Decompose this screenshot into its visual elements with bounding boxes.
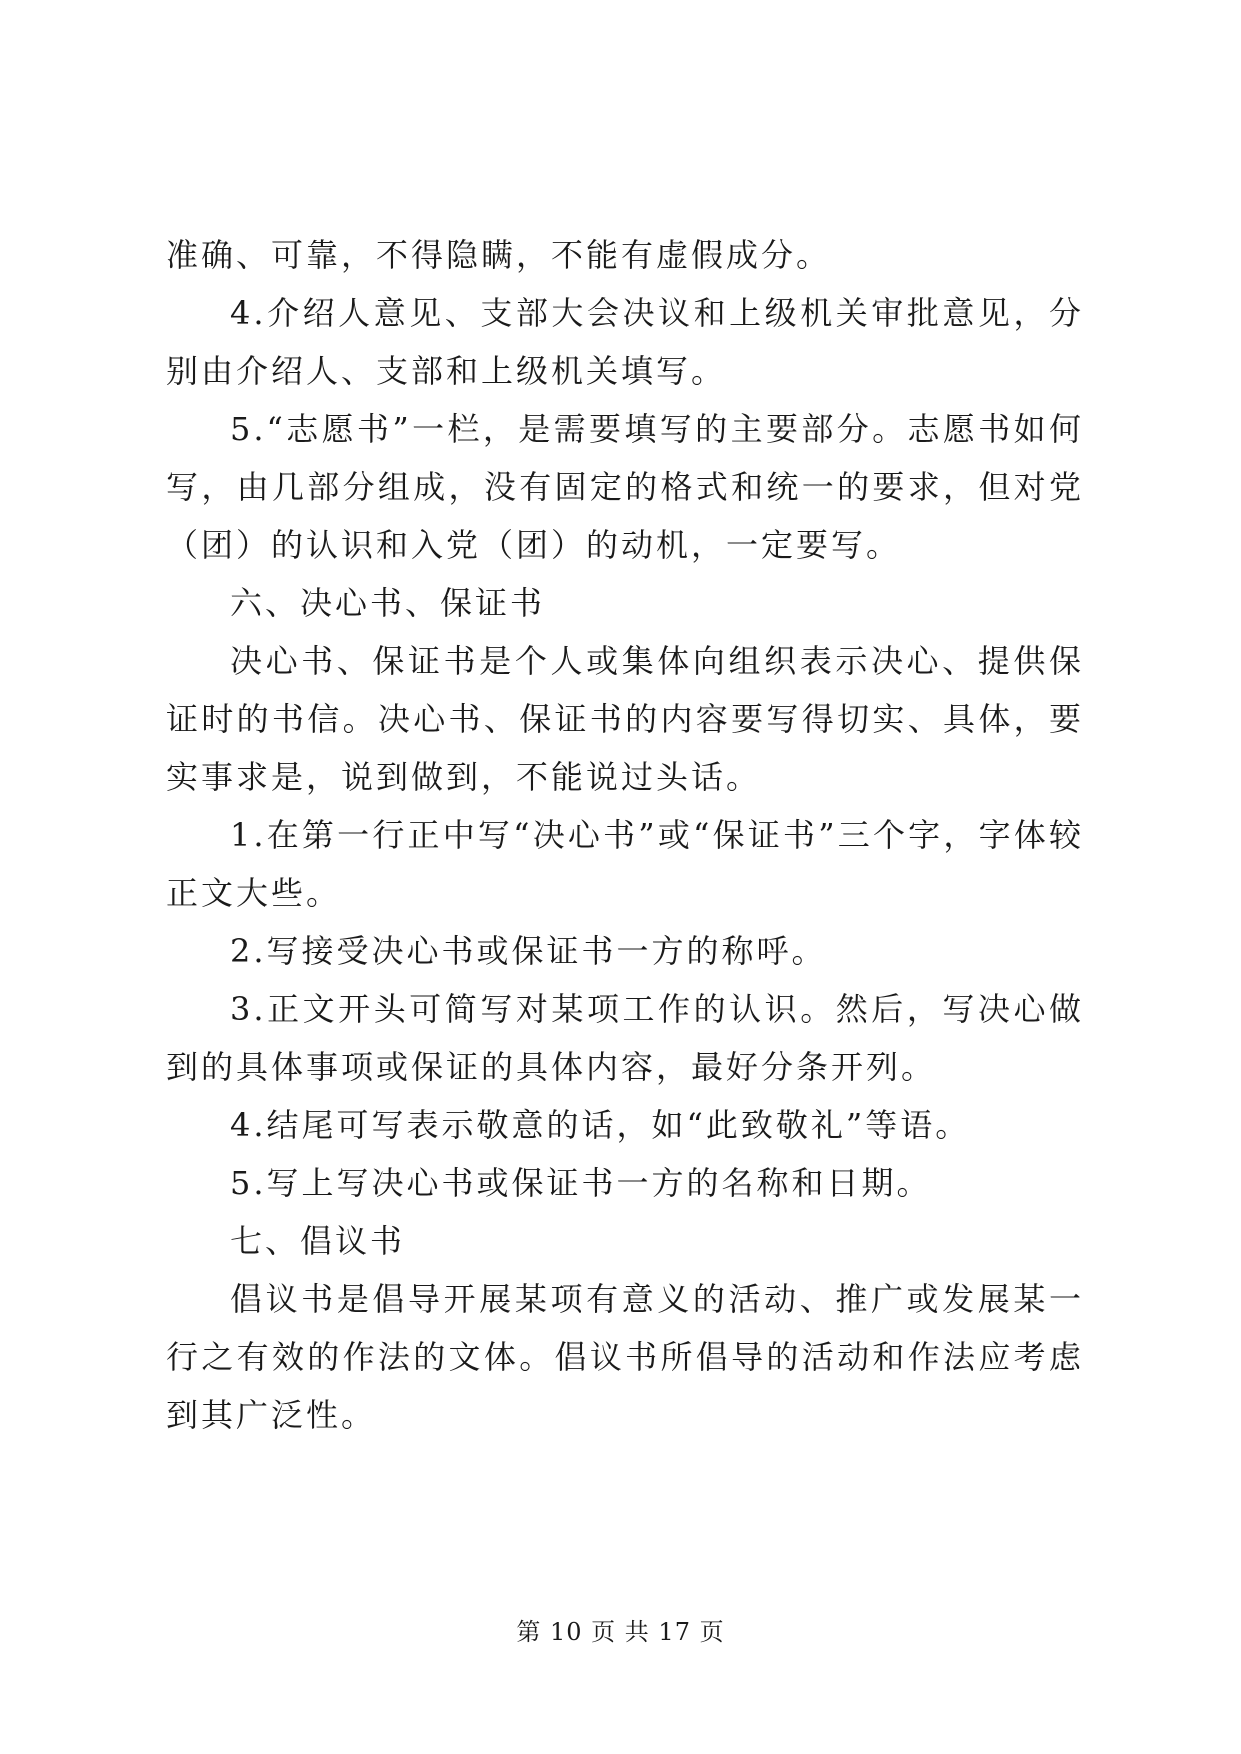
paragraph: 5.“志愿书”一栏，是需要填写的主要部分。志愿书如何写，由几部分组成，没有固定的格式和统一的要求，但对党（团）的认识和入党（团）的动机，一定要写。 bbox=[166, 410, 1084, 564]
paragraph: 5.写上写决心书或保证书一方的名称和日期。 bbox=[230, 1164, 932, 1202]
paragraph: 1.在第一行正中写“决心书”或“保证书”三个字，字体较正文大些。 bbox=[166, 816, 1084, 912]
paragraph: 3.正文开头可简写对某项工作的认识。然后，写决心做到的具体事项或保证的具体内容，最好分条开列。 bbox=[166, 990, 1084, 1086]
section-heading: 六、决心书、保证书 bbox=[230, 584, 546, 622]
paragraph: 准确、可靠，不得隐瞒，不能有虚假成分。 bbox=[166, 236, 832, 274]
paragraph: 决心书、保证书是个人或集体向组织表示决心、提供保证时的书信。决心书、保证书的内容要写得切实、具体，要实事求是，说到做到，不能说过头话。 bbox=[166, 642, 1084, 796]
paragraph: 4.介绍人意见、支部大会决议和上级机关审批意见，分别由介绍人、支部和上级机关填写。 bbox=[166, 294, 1084, 390]
paragraph: 倡议书是倡导开展某项有意义的活动、推广或发展某一行之有效的作法的文体。倡议书所倡导的活动和作法应考虑到其广泛性。 bbox=[166, 1280, 1084, 1434]
paragraph: 4.结尾可写表示敬意的话，如“此致敬礼”等语。 bbox=[230, 1106, 971, 1144]
page-footer: 第 10 页 共 17 页 bbox=[516, 1618, 725, 1646]
paragraph: 2.写接受决心书或保证书一方的称呼。 bbox=[230, 932, 827, 970]
section-heading: 七、倡议书 bbox=[230, 1222, 406, 1260]
document-body bbox=[166, 226, 1084, 1444]
